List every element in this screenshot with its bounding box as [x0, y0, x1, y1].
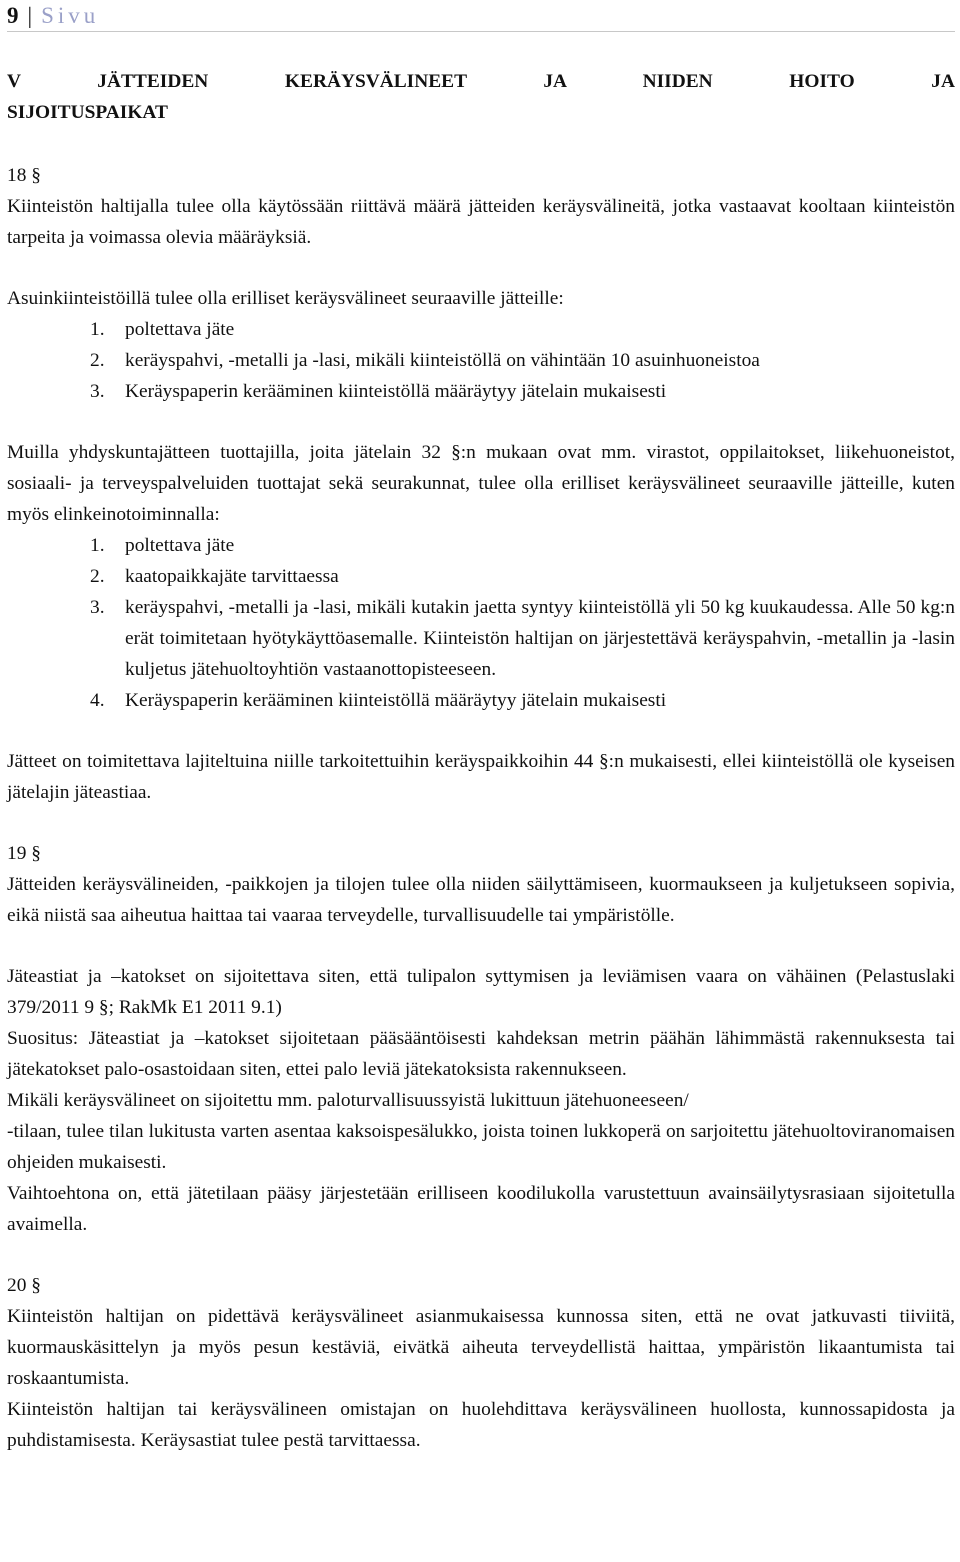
section-20-para-1: Kiinteistön haltijan on pidettävä keräysvälineet asianmukaisessa kunnossa siten, että ne ovat jatkuvasti tiiviitä, kuormauskäsittelyn ja myös pesun kestäviä, eivätkä aiheuta terveydellistä haittaa, ympäristön likaantumista tai roskaantumista. [7, 1306, 955, 1389]
page-number: 9 [7, 3, 19, 28]
section-18-para-2: Asuinkiinteistöillä tulee olla erilliset keräysvälineet seuraaville jätteille: [7, 288, 564, 309]
list-item [7, 561, 955, 592]
list-item-text: poltettava jäte [125, 319, 235, 340]
list-item-text: Keräyspaperin kerääminen kiinteistöllä määräytyy jätelain mukaisesti [125, 381, 667, 402]
residential-waste-list [7, 314, 955, 407]
document-body [7, 66, 955, 1456]
list-item [7, 345, 955, 376]
chapter-title-line1: V JÄTTEIDEN KERÄYSVÄLINEET JA NIIDEN HOITO JA [7, 71, 955, 92]
list-item-text: keräyspahvi, -metalli ja -lasi, mikäli kutakin jaetta syntyy kiinteistöllä yli 50 kg kuukaudessa. Alle 50 kg:n erät toimitetaan hyötykäyttöasemalle. Kiinteistön haltijan on järjestettävä keräyspahvin, -metallin ja -lasin kuljetus jätehuoltoyhtiön vastaanottopisteeseen. [125, 597, 955, 680]
list-item-number: 3. [90, 381, 105, 402]
section-19-para-5: Vaihtoehtona on, että jätetilaan pääsy järjestetään erilliseen koodilukolla varustettuun avainsäilytysrasiaan sijoitetulla avaimella. [7, 1183, 955, 1235]
page-label: Sivu [41, 3, 100, 28]
list-item [7, 592, 955, 685]
list-item-number: 1. [90, 535, 105, 556]
list-item-text: poltettava jäte [125, 535, 235, 556]
list-item-text: Keräyspaperin kerääminen kiinteistöllä määräytyy jätelain mukaisesti [125, 690, 667, 711]
list-item-number: 2. [90, 566, 105, 587]
section-18-para-3: Muilla yhdyskuntajätteen tuottajilla, joita jätelain 32 §:n mukaan ovat mm. virastot, oppilaitokset, liikehuoneistot, sosiaali- ja terveyspalveluiden tuottajat sekä seurakunnat, tulee olla erilliset keräysvälineet seuraaville jätteille, kuten myös elinkeinotoiminnalla: [7, 442, 955, 525]
section-20-heading: 20 § [7, 1275, 41, 1296]
other-producers-waste-list [7, 530, 955, 716]
section-19-para-1: Jätteiden keräysvälineiden, -paikkojen ja tilojen tulee olla niiden säilyttämiseen, kuormaukseen ja kuljetukseen sopivia, eikä niistä saa aiheutua haittaa tai vaaraa terveydelle, turvallisuudelle tai ympäristölle. [7, 874, 955, 926]
list-item [7, 314, 955, 345]
section-19-para-4-rest: -tilaan, tulee tilan lukitusta varten asentaa kaksoispesälukko, joista toinen lukkoperä on sarjoitettu jätehuoltoviranomaisen ohjeiden mukaisesti. [7, 1121, 955, 1173]
section-19-para-3: Suositus: Jäteastiat ja –katokset sijoitetaan pääsääntöisesti kahdeksan metrin päähän lähimmästä rakennuksesta tai jätekatokset palo-osastoidaan siten, ettei palo leviä jätekatoksista rakennukseen. [7, 1028, 955, 1080]
list-item [7, 376, 955, 407]
list-item-number: 4. [90, 690, 105, 711]
section-18-heading: 18 § [7, 165, 41, 186]
list-item-text: kaatopaikkajäte tarvittaessa [125, 566, 339, 587]
section-19-para-4-line-1: Mikäli keräysvälineet on sijoitettu mm. paloturvallisuussyistä lukittuun jätehuoneeseen/ [7, 1090, 689, 1111]
list-item-text: keräyspahvi, -metalli ja -lasi, mikäli kiinteistöllä on vähintään 10 asuinhuoneistoa [125, 350, 760, 371]
section-18-para-4: Jätteet on toimitettava lajiteltuina niille tarkoitettuihin keräyspaikkoihin 44 §:n mukaisesti, ellei kiinteistöllä ole kyseisen jätelajin jäteastiaa. [7, 751, 955, 803]
list-item [7, 530, 955, 561]
list-item-number: 2. [90, 350, 105, 371]
section-19-heading: 19 § [7, 843, 41, 864]
list-item [7, 685, 955, 716]
section-18-para-1: Kiinteistön haltijalla tulee olla käytössään riittävä määrä jätteiden keräysvälineitä, jotka vastaavat kooltaan kiinteistön tarpeita ja voimassa olevia määräyksiä. [7, 196, 955, 248]
list-item-number: 3. [90, 597, 105, 618]
chapter-title-line2: SIJOITUSPAIKAT [7, 102, 168, 123]
page-header [7, 0, 955, 32]
header-separator: | [27, 3, 33, 28]
list-item-number: 1. [90, 319, 105, 340]
section-19-para-2: Jäteastiat ja –katokset on sijoitettava siten, että tulipalon syttymisen ja leviämisen vaara on vähäinen (Pelastuslaki 379/2011 9 §; RakMk E1 2011 9.1) [7, 966, 955, 1018]
section-20-para-2: Kiinteistön haltijan tai keräysvälineen omistajan on huolehdittava keräysvälineen huollosta, kunnossapidosta ja puhdistamisesta. Keräysastiat tulee pestä tarvittaessa. [7, 1399, 955, 1451]
